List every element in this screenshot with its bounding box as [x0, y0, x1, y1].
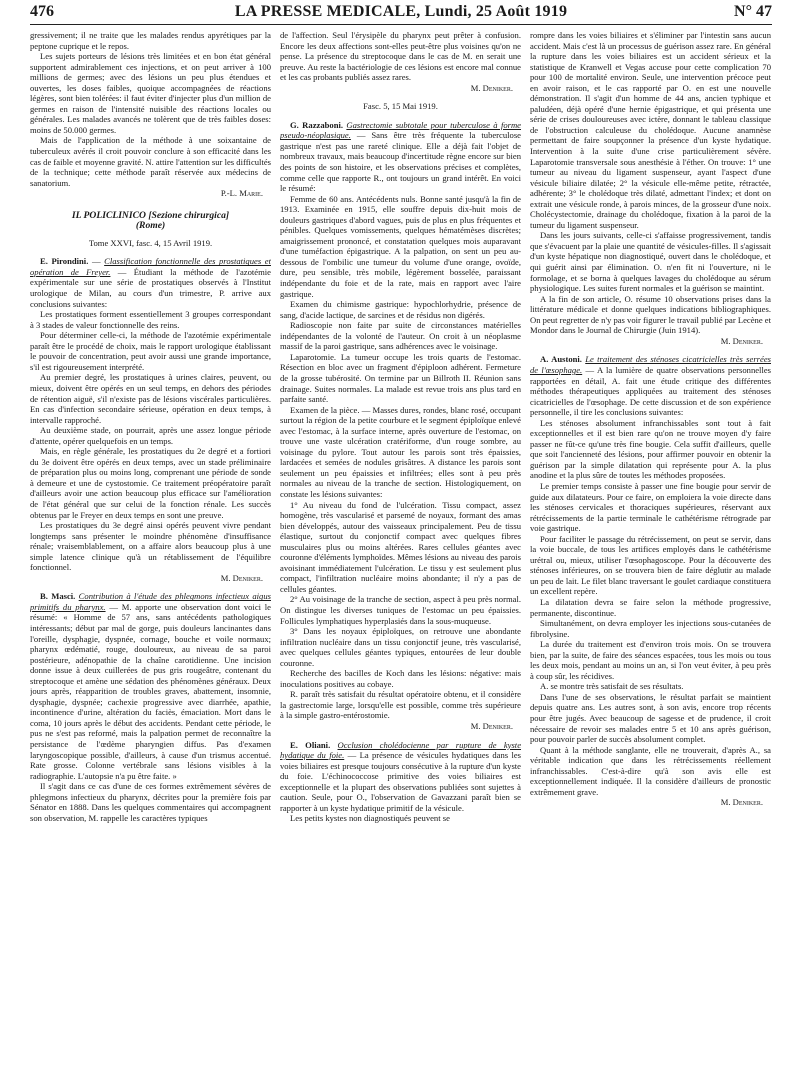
article-heading: A. Austoni. Le traitement des sténoses cicatricielles très serrées de l'œsophage. — A la lumière de quatre observations personnelles rapportées en détail, A. fait une étude critique des différentes méthodes thérapeutiques appliquées au traitement des sténoses cicatricielles de l'œsophage. De cette discussion et de son expérience personnelle, il tire les conclusions suivantes: — [530, 354, 771, 418]
paragraph: Dans les jours suivants, celle-ci s'affaisse progressivement, tandis que s'évacuent par la plaie une quantité de vésicules-filles. Il s'agissait d'un kyste hépatique non diagnostiqué, ouvert dans le cholédoque, et qui guérit ainsi par élimination. O. n'en fit ni l'ouverture, ni le formolage, et se borna à quelques lavages du cholédoque au sérum physiologique. Les suites furent normales et la guérison se maintint. — [530, 230, 771, 294]
paragraph: Recherche des bacilles de Koch dans les lésions: négative: mais inoculations positives au cobaye. — [280, 668, 521, 689]
column-2 — [280, 30, 521, 1076]
article-heading: E. Oliani. Occlusion cholédocienne par rupture de kyste hydatique du foie. — La présence de vésicules hydatiques dans les voies biliaires est presque toujours consécutive à la rupture d'un kyste du foie. L'échinococcose primitive des voies biliaires est exceptionnelle et la plupart des observations publiées sont sujettes à caution. Seule, pour O., l'observation de Gavazzani paraît bien se rapporter à un kyste hydatique primitif de la vésicule. — [280, 739, 521, 813]
paragraph: Pour faciliter le passage du rétrécissement, on peut se servir, dans la voie buccale, de tous les artifices employés dans le cathétérisme urétral ou, mieux, utiliser l'œsophagoscope. Pour la découverte des sténoses inférieures, on se trouvera bien de faire déglutir au malade un peu de lait. Le filet blanc traversant le goulet cardiaque constituera un excellent repère. — [530, 533, 771, 597]
issue-number: N° 47 — [734, 3, 772, 20]
section-city: (Rome) — [135, 220, 166, 232]
paragraph: Quant à la méthode sanglante, elle ne trouverait, d'après A., sa véritable indication que dans les rétrécissements réellement infranchissables. C'est-à-dire qu'à son avis elle est exceptionnellement indiquée. Il la considère d'ailleurs de pronostic extrêmement grave. — [530, 744, 771, 797]
paragraph: Pour déterminer celle-ci, la méthode de l'azotémie expérimentale paraît être le procédé de choix, mais le rapport urologique établissant le pouvoir de concentration, peut avoir aussi une grande importance, s'il est rigoureusement interprété. — [30, 330, 271, 372]
signature: M. Deniker. — [220, 572, 263, 583]
signature: M. Deniker. — [470, 721, 513, 731]
article-text: Étudiant la méthode de l'azotémie expérimentale sur une série de prostatiques observés à l'Institut urologique de Milan, au cours d'un trimestre, P. arrive aux conclusions suivantes: — [30, 266, 271, 309]
signature: M. Deniker. — [720, 335, 763, 346]
article-title: Gastrectomie subtotale pour tuberculose à forme pseudo-néoplasique. — [280, 119, 521, 141]
paragraph: Les prostatiques du 3e degré ainsi opérés peuvent vivre pendant longtemps sans présenter le moindre phénomène d'insuffisance rénale; vraisemblablement, on a affaire alors beaucoup plus à une simple latence clinique qu'à un rétablissement de l'équilibre fonctionnel. — [30, 520, 271, 573]
signature: M. Deniker. — [720, 797, 763, 808]
section-title: IL POLICLINICO [Sezione chirurgica] — [71, 209, 230, 221]
paragraph: Femme de 60 ans. Antécédents nuls. Bonne santé jusqu'à la fin de 1913. Examinée en 1915, elle souffre depuis dix-huit mois de douleurs gastriques d'abord vagues, puis de plus en plus fréquentes et pénibles. Quelques vomissements, quelques hématémèses discrètes; amaigrissement prononcé, et constatation quelques mois auparavant d'une tuméfaction épigastrique. A la palpation, on sent un peu au-dessous de l'ombilic une tumeur du volume d'une orange, ovoïde, dure, peu sensible, très mobile, légèrement bosselée, paraissant indépendante du foie et de la rate, mais en rapport avec l'aire gastrique. — [280, 193, 521, 299]
header-rule — [30, 24, 772, 25]
signature: P.-L. Marie. — [220, 188, 263, 199]
column-3 — [530, 30, 771, 1076]
paragraph: gressivement; il ne traite que les malades rendus apyrétiques par la peptone cuprique et le repos. — [30, 30, 271, 51]
journal-title: LA PRESSE MEDICALE, Lundi, 25 Août 1919 — [234, 3, 568, 20]
paragraph: Au deuxième stade, on pourrait, après une assez longue période d'attente, opérer quelquefois en un temps. — [30, 425, 271, 446]
paragraph: Laparotomie. La tumeur occupe les trois quarts de l'estomac. Résection en bloc avec un fragment d'épiploon adhérent. Fermeture de la grosse tubérosité. On termine par un Billroth II. Réunion sans drainage. Suites normales. La malade est revue trois ans plus tard en parfaite santé. — [280, 351, 521, 405]
article-text: M. apporte une observation dont voici le résumé: « Homme de 57 ans, sans antécédents pathologiques intéressants; début par mal de gorge, puis douleurs lancinantes dans l'oreille, dysphagie, dyspnée, cornage, bouche et voile normaux; pharynx œdématié, rouge, douloureux, au niveau de sa paroi postérieure, adénopathie de la chaîne carotidienne. Une incision donne issue à deux cuillerées de pus gris rougeâtre, contenant du streptocoque et amène une sédation des phénomènes généraux. Deux jours après, réapparition de troubles graves, abattement, insomnie, dysphagie, dyspnée; cachexie progressive avec diarrhée, apathie, incontinence d'urine, altération du faciès, émaciation. Mort dans le coma, 10 jours après le début des accidents. Pendant cette période, le pus ne s'est pas reformé, mais la palpation permet de reconnaître la persistance de l'œdème pharyngien diffus. Pas d'examen laryngoscopique possible, d'ailleurs, à cause d'un trismus accentué. Rate grosse. Colonne vertébrale sans lésions visibles à la radiographie. L'autopsie n'a pu être faite. » — [30, 601, 271, 781]
article-title: Classification fonctionnelle des prostatiques et opération de Freyer. — [30, 256, 271, 277]
paragraph: Les prostatiques forment essentiellement 3 groupes correspondant à 3 stades de valeur fonctionnelle des reins. — [30, 309, 271, 330]
paragraph: R. paraît très satisfait du résultat opératoire obtenu, et il considère la gastrectomie large, lorsqu'elle est possible, comme très supérieure à la simple gastro-entérostomie. — [280, 689, 521, 721]
paragraph: La dilatation devra se faire selon la méthode progressive, permanente, discontinue. — [530, 596, 771, 618]
paragraph: rompre dans les voies biliaires et s'éliminer par l'intestin sans aucun accident. Mais c'est là un processus de guérison assez rare. En général la rupture dans les voies biliaires est un accident sérieux et la statistique de Kranwell et Vegas accuse pour cette complication 70 pour 100 de mortalité environ. Seule, une intervention précoce peut en avoir raison, et le cas rapporté par O. en est une nouvelle démonstration. Il s'agit d'un homme de 44 ans, ancien typhique et paludéen, déjà opéré d'une hernie épigastrique, et qui présenta une série de crises douloureuses avec ictère, donnant le tableau classique de l'obstruction calculeuse du cholédoque. Aucune anamnèse permettant de faire soupçonner la présence d'un kyste hydatique. Intervention à la suite d'une crise particulièrement sévère. Laparotomie transversale sous anesthésie à l'éther. On trouve: 1° une tumeur au niveau du ligament suspenseur, ayant l'aspect d'une vésicule biliaire dilatée; 2° la vésicule elle-même petite, rétractée, adhérente; 3° le cholédoque très dilaté, admettant l'index; et dont on extrait une vésicule ronde, à parois minces, de la grosseur d'une noix. Cholécystectomie, drainage du cholédoque, fixation à la paroi de la tumeur du ligament suspenseur. — [530, 30, 771, 230]
article-title: Occlusion cholédocienne par rupture de kyste hydatique du foie. — [280, 739, 521, 761]
paragraph: Il s'agit dans ce cas d'une de ces formes extrêmement sévères de phlegmons infectieux du pharynx, décrites pour la première fois par Sénator en 1888. Dans les quelques commentaires qui accompagnent son observation, M. rappelle les caractères typiques — [30, 781, 271, 823]
paragraph: A la fin de son article, O. résume 10 observations prises dans la littérature médicale et donne quelques indications bibliographiques. On peut regretter de n'y pas voir figurer le travail publié par Lecène et Mondor dans le Journal de Chirurgie (Juin 1914). — [530, 293, 771, 336]
article-heading: E. Pirondini. — Classification fonctionnelle des prostatiques et opération de Freyer. — Étudiant la méthode de l'azotémie expérimentale sur une série de prostatiques observés à l'Institut urologique de Milan, au cours d'un trimestre, P. arrive aux conclusions suivantes: — [30, 256, 271, 309]
article-author: E. Oliani. — [290, 739, 331, 750]
paragraph: Les petits kystes non diagnostiqués peuvent se — [290, 813, 450, 824]
paragraph: 3° Dans les noyaux épiploïques, on retrouve une abondante infiltration nucléaire dans un tissu conjonctif jeune, très vascularisé, avec quelques cellules géantes typiques, entourées de leur double couronne. — [280, 626, 521, 668]
paragraph: Mais, en règle générale, les prostatiques du 2e degré et a fortiori du 3e doivent être opérés en deux temps, avec un stade préliminaire de préparation plus ou moins long, comprenant une période de sonde à demeure et une de cystostomie. Ce traitement préopératoire paraît d'ailleurs avoir une action beaucoup plus efficace sur l'amélioration de l'état général que sur celui de la fonction rénale. Les succès obtenus par le Freyer en deux temps en sont une preuve. — [30, 446, 271, 520]
article-heading: G. Razzaboni. Gastrectomie subtotale pour tuberculose à forme pseudo-néoplasique. — Sans être très fréquente la tuberculose gastrique n'est pas une rareté clinique. Elle a déjà fait l'objet de nombreux travaux, mais beaucoup d'incertitude règne encore sur bien des points de son histoire, et les observations précises et complètes, comme celle que rapporte R., ont toujours un grand intérêt. En voici le résumé: — [280, 119, 521, 194]
article-title: Contribution à l'étude des phlegmons infectieux aigus primitifs du pharynx. — [30, 591, 271, 612]
article-author: A. Austoni. — [540, 354, 582, 365]
paragraph: de l'affection. Seul l'érysipèle du pharynx peut prêter à confusion. Encore les deux affections sont-elles peut-être plus voisines qu'on ne pense. La présence du streptocoque dans le cas de M. en serait une preuve. Au reste la bactériologie de ces lésions est encore mal connue et les cas probants publiés assez rares. — [280, 30, 521, 83]
paragraph: Mais de l'application de la méthode à une soixantaine de tuberculeux avérés il croit pouvoir conclure à son efficacité dans les cas de faible et moyenne gravité. N. attire l'attention sur les difficultés de la technique; cette méthode paraît réservée aux médecins de sanatorium. — [30, 135, 271, 188]
paragraph: Le premier temps consiste à passer une fine bougie pour servir de guide aux dilatateurs. Pour ce faire, on emploiera la voie directe dans les sténoses cervicales et thoraciques supérieures, réservant aux rétrécissements de la partie terminale le cathétérisme rétrograde par voie gastrique. — [530, 480, 771, 534]
issue-date: Tome XXVI, fasc. 4, 15 Avril 1919. — [88, 237, 213, 248]
paragraph: Examen du chimisme gastrique: hypochlorhydrie, présence de sang, d'acide lactique, de sarcines et de résidus non digérés. — [280, 299, 521, 320]
issue-date: Fasc. 5, 15 Mai 1919. — [363, 101, 438, 112]
article-heading: B. Masci. Contribution à l'étude des phlegmons infectieux aigus primitifs du pharynx. — M. apporte une observation dont voici le résumé: « Homme de 57 ans, sans antécédents pathologiques intéressants; début par mal de gorge, puis douleurs lancinantes dans l'oreille, dysphagie, dyspnée, cornage, bouche et voile normaux; pharynx œdématié, rouge, douloureux, au niveau de sa paroi postérieure, adénopathie de la chaîne carotidienne. Une incision donne issue à deux cuillerées de pus gris rougeâtre, contenant du streptocoque et amène une sédation des phénomènes généraux. Deux jours après, réapparition de troubles graves, abattement, insomnie, dysphagie, dyspnée; cachexie progressive avec diarrhée, apathie, incontinence d'urine, altération du faciès, émaciation. Mort dans le coma, 10 jours après le début des accidents. Pendant cette période, le pus ne s'est pas reformé, mais la palpation permet de reconnaître la persistance de l'œdème pharyngien diffus. Pas d'examen laryngoscopique possible, d'ailleurs, à cause d'un trismus accentué. Rate grosse. Colonne vertébrale sans lésions visibles à la radiographie. L'autopsie n'a pu être faite. » — [30, 591, 271, 781]
page-number: 476 — [30, 3, 54, 20]
paragraph: La durée du traitement est d'environ trois mois. On se trouvera bien, par la suite, de faire des séances espacées, tous les mois ou tous les deux mois, pendant au moins un an, si l'on veut éviter, à peu près à coup sûr, les récidives. — [530, 639, 771, 681]
signature: M. Deniker. — [470, 82, 513, 93]
article-author: E. Pirondini. — [40, 256, 89, 267]
paragraph: Au premier degré, les prostatiques à urines claires, peuvent, ou mieux, doivent être opérés en un seul temps, en dehors des périodes de rétention aiguë, s'il n'existe pas de lésions viscérales particulières. En cas d'infection secondaire sérieuse, opération en deux temps, à intervalle rapproché. — [30, 372, 271, 425]
paragraph: A. se montre très satisfait de ses résultats. — [540, 681, 684, 692]
paragraph: 1° Au niveau du fond de l'ulcération. Tissu compact, assez homogène, très vascularisé et parsemé de noyaux, formant des amas bien développés, autour des vaisseaux principalement. Peu de tissu élastique, surtout du conjonctif compact avec quelques fibres musculaires plus ou moins altérées. Rares cellules géantes avec couronne d'éléments lymphoïdes. Mêmes lésions au niveau des parois avoisinant immédiatement l'ulcération. Le tissu y est seulement plus compact, l'infiltration nucléaire moins abondante; il n'y a pas de cellules géantes. — [280, 499, 521, 594]
article-author: B. Masci. — [40, 591, 76, 602]
article-text: La présence de vésicules hydatiques dans les voies biliaires est presque toujours consécutive à la rupture d'un kyste du foie. L'échinococcose primitive des voies biliaires est exceptionnelle et la plupart des observations publiées sont sujettes à caution. Seule, pour O., l'observation de Gavazzani paraît bien se rapporter à un kyste hydatique primitif de la vésicule. — [280, 750, 521, 813]
page-header — [30, 3, 772, 23]
column-1 — [30, 30, 271, 1076]
paragraph: Dans l'une de ses observations, le résultat parfait se maintient depuis quatre ans. Les autres sont, à son avis, encore trop récents pour être jugés. Avec beaucoup de sagesse et de prudence, il croit nécessaire de revoir ses malades entre 5 et 10 ans après guérison, pour pouvoir parler de succès absolument complet. — [530, 691, 771, 745]
paragraph: 2° Au voisinage de la tranche de section, aspect à peu près normal. On distingue les diverses tuniques de l'estomac un peu épaissies. Follicules lymphatiques hyperplasiés dans la sous-muqueuse. — [280, 594, 521, 626]
paragraph: Les sujets porteurs de lésions très limitées et en bon état général supportent admirablement ces injections, et on peut arriver à 100 millions de germes; avec des lésions un peu plus étendues et ouvertes, les doses faibles, quoique accompagnées de réactions légères, sont bien tolérées: il faut éviter d'injecter plus d'un million de germes en raison de l'intensité nuisible des réactions locales ou générales. Les malades avancés ne tolèrent que de très faibles doses: moins de 50.000 germes. — [30, 51, 271, 135]
article-author: G. Razzaboni. — [290, 119, 344, 130]
paragraph: Examen de la pièce. — Masses dures, rondes, blanc rosé, occupant surtout la région de la petite courbure et le segment épiploïque enlevé avec l'estomac, à la surface interne, après ouverture de l'estomac, on trouve une vaste ulcération cratériforme, d'un rouge sombre, au voisinage du pylore. Tout autour les parois sont très épaissies, lardacées et semées de nodules grisâtres. A distance les parois sont seulement un peu épaissies et infiltrées; elles sont à peu près normales au niveau de la tranche de section. Histologiquement, on constate les lésions suivantes: — [280, 404, 521, 499]
article-text: Sans être très fréquente la tuberculose gastrique n'est pas une rareté clinique. Elle a déjà fait l'objet de nombreux travaux, mais beaucoup d'incertitude règne encore sur bien des points de son histoire, et les observations précises et complètes, comme celle que rapporte R., ont toujours un grand intérêt. En voici le résumé: — [280, 130, 521, 194]
paragraph: Simultanément, on devra employer les injections sous-cutanées de fibrolysine. — [530, 618, 771, 639]
paragraph: Les sténoses absolument infranchissables sont tout à fait exceptionnelles et il est bien rare qu'on ne trouve moyen d'y faire passer ne fût-ce qu'une très fine bougie. Cela suffit d'ailleurs, quelle que soit l'ancienneté des lésions, pour affirmer pouvoir en obtenir la guérison par la simple dilatation qui représente pour A. la plus anodine et la plus sûre de toutes les méthodes proposées. — [530, 417, 771, 481]
article-title: Le traitement des sténoses cicatricielles très serrées de l'œsophage. — [530, 354, 771, 375]
paragraph: Radioscopie non faite par suite de circonstances matérielles indépendantes de la volonté de l'auteur. On croit à un néoplasme massif de la paroi gastrique, sans adhérences avec le voisinage. — [280, 320, 521, 352]
article-text: A la lumière de quatre observations personnelles rapportées en détail, A. fait une étude critique des différentes méthodes thérapeutiques appliquées au traitement des sténoses cicatricielles de l'œsophage. De cette discussion et de son expérience personnelle, il tire les conclusions suivantes: — [530, 364, 771, 418]
